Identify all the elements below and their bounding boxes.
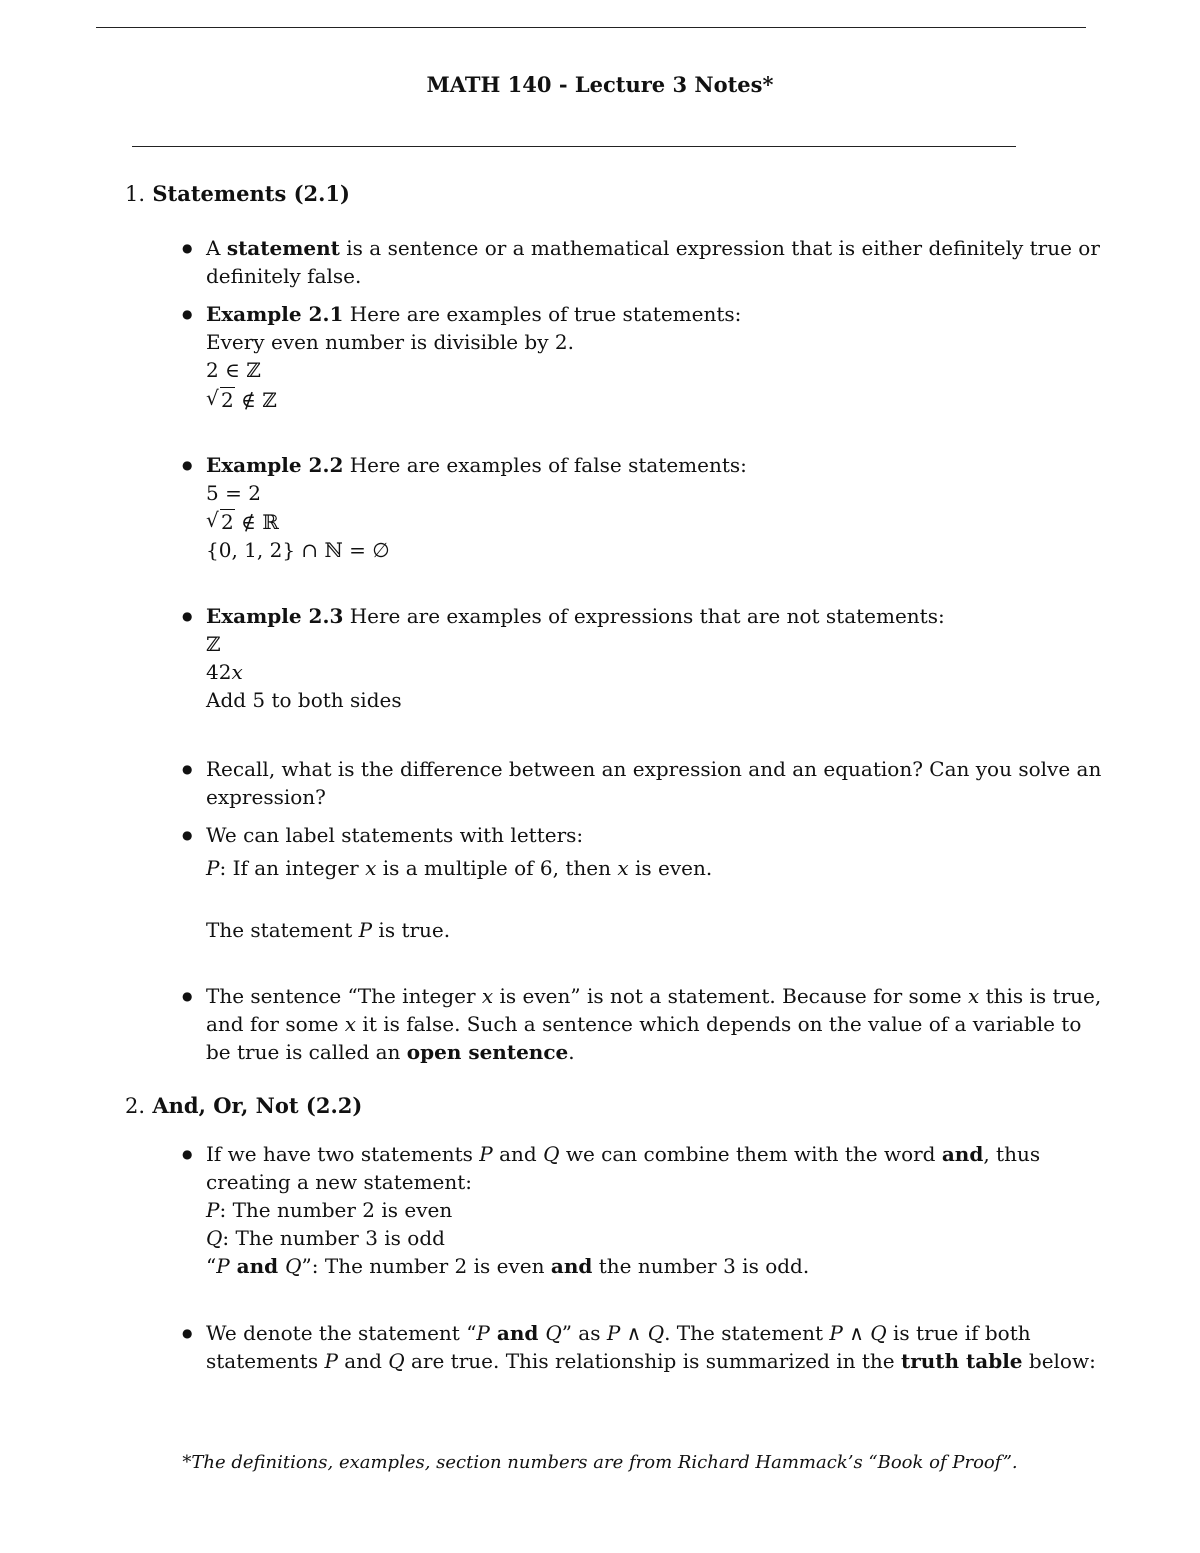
example-2-1 [206, 300, 741, 328]
label-statements: We can label statements with letters: [206, 823, 584, 847]
example-line: 2 ∈ ℤ [206, 358, 261, 382]
statement-p-true [206, 916, 450, 944]
variable: Q [543, 1142, 560, 1166]
statement-p [206, 1196, 452, 1224]
text: ∉ ℤ [234, 388, 277, 412]
text: be true is called an [206, 1040, 407, 1064]
variable: x [481, 984, 494, 1008]
bullet-icon: ● [182, 241, 193, 255]
radicand: 2 [221, 510, 234, 534]
example-2-2 [206, 451, 747, 479]
text: A [206, 236, 227, 260]
conjunction-line2 [206, 1347, 1096, 1375]
variable: P [358, 918, 373, 942]
text: is even” is not a statement. Because for some [493, 984, 968, 1008]
text: and [337, 1349, 389, 1373]
bullet-icon: ● [182, 989, 193, 1003]
text: We denote the statement “ [206, 1321, 477, 1345]
variable: x [365, 856, 377, 880]
variable: Q [545, 1321, 562, 1345]
variable: P [206, 856, 220, 880]
statement-definition-line2: definitely false. [206, 264, 362, 288]
text: The sentence “The integer [206, 984, 482, 1008]
variable: x [231, 660, 243, 684]
term-statement: statement [226, 236, 340, 260]
variable: P [606, 1321, 621, 1345]
term-and: and [489, 1321, 546, 1345]
variable: Q [285, 1254, 302, 1278]
bullet-icon: ● [182, 307, 193, 321]
text: If we have two statements [206, 1142, 480, 1166]
section-title: Statements (2.1) [152, 181, 350, 206]
variable: P [479, 1142, 493, 1166]
conjunction-line1 [206, 1319, 1031, 1347]
text: is true if both [886, 1321, 1031, 1345]
text: this is true, [979, 984, 1102, 1008]
wedge-symbol: ∧ [620, 1321, 648, 1345]
variable: x [617, 856, 629, 880]
text: we can combine them with the word [559, 1142, 942, 1166]
text: ∉ ℝ [234, 510, 279, 534]
example-label: Example 2.1 [206, 302, 344, 326]
text: . The statement [664, 1321, 830, 1345]
section-1-heading [125, 180, 350, 208]
text: Here are examples of false statements: [343, 453, 747, 477]
radicand: 2 [221, 388, 234, 412]
example-line: {0, 1, 2} ∩ ℕ = ∅ [206, 538, 390, 562]
section-2-heading [125, 1092, 362, 1120]
statement-p [206, 854, 712, 882]
text: 42 [206, 660, 232, 684]
statement-q [206, 1224, 445, 1252]
sqrt-symbol [206, 386, 235, 414]
text: Here are examples of expressions that are not statements: [343, 604, 945, 628]
bullet-icon: ● [182, 762, 193, 776]
text: below: [1022, 1349, 1096, 1373]
text: it is false. Such a sentence which depends on the value of a variable to [356, 1012, 1082, 1036]
section-title: And, Or, Not (2.2) [152, 1093, 363, 1118]
page-title: MATH 140 - Lecture 3 Notes* [426, 72, 774, 97]
variable: Q [870, 1321, 887, 1345]
text: is even. [628, 856, 713, 880]
variable: P [216, 1254, 230, 1278]
variable: P [206, 1198, 220, 1222]
text: is a sentence or a mathematical expression that is either definitely true or [339, 236, 1100, 260]
term-truth-table: truth table [900, 1349, 1023, 1373]
text: statements [206, 1349, 325, 1373]
text: : If an integer [219, 856, 366, 880]
example-label: Example 2.2 [206, 453, 344, 477]
variable: x [967, 984, 980, 1008]
variable: x [344, 1012, 357, 1036]
and-intro-line2: creating a new statement: [206, 1170, 473, 1194]
top-rule [96, 27, 1086, 28]
section-number: 2. [125, 1094, 146, 1118]
term-and: and [941, 1142, 984, 1166]
text: “ [206, 1254, 217, 1278]
statement-p-and-q [206, 1252, 809, 1280]
bullet-icon: ● [182, 458, 193, 472]
open-sentence-line2 [206, 1010, 1081, 1038]
example-line: 5 = 2 [206, 481, 261, 505]
bullet-icon: ● [182, 1147, 193, 1161]
text: Here are examples of true statements: [343, 302, 742, 326]
recall-question-line2: expression? [206, 785, 326, 809]
example-line: Every even number is divisible by 2. [206, 330, 574, 354]
text: and for some [206, 1012, 345, 1036]
text: . [568, 1040, 575, 1064]
text: the number 3 is odd. [592, 1254, 810, 1278]
variable: Q [206, 1226, 223, 1250]
bullet-icon: ● [182, 828, 193, 842]
and-intro-line1 [206, 1140, 1040, 1168]
variable: Q [647, 1321, 665, 1345]
example-line [206, 508, 279, 536]
example-2-3 [206, 602, 945, 630]
title-rule [132, 146, 1016, 147]
text: is a multiple of 6, then [376, 856, 618, 880]
text: are true. This relationship is summarized in the [404, 1349, 901, 1373]
text: : The number 2 is even [219, 1198, 453, 1222]
recall-question: Recall, what is the difference between an expression and an equation? Can you solve an [206, 757, 1102, 781]
statement-definition [206, 234, 1100, 262]
variable: P [324, 1349, 338, 1373]
variable: P [829, 1321, 843, 1345]
example-label: Example 2.3 [206, 604, 344, 628]
term-open-sentence: open sentence [406, 1040, 569, 1064]
text: : The number 3 is odd [222, 1226, 445, 1250]
bullet-icon: ● [182, 1326, 193, 1340]
sqrt-symbol [206, 508, 235, 536]
wedge-symbol: ∧ [842, 1321, 871, 1345]
text: is true. [372, 918, 451, 942]
text: ”: The number 2 is even [301, 1254, 551, 1278]
text: , thus [983, 1142, 1041, 1166]
text: The statement [206, 918, 359, 942]
text: and [492, 1142, 544, 1166]
variable: Q [388, 1349, 405, 1373]
open-sentence-line1 [206, 982, 1101, 1010]
bullet-icon: ● [182, 609, 193, 623]
term-and: and [229, 1254, 286, 1278]
open-sentence-line3 [206, 1038, 575, 1066]
example-line: ℤ [206, 632, 221, 656]
section-number: 1. [125, 182, 146, 206]
term-and: and [550, 1254, 593, 1278]
example-line [206, 386, 277, 414]
footnote: *The definitions, examples, section numbers are from Richard Hammack’s “Book of Proof”. [182, 1452, 1018, 1473]
example-line: Add 5 to both sides [206, 688, 402, 712]
variable: P [476, 1321, 490, 1345]
example-line [206, 658, 243, 686]
text: ” as [561, 1321, 607, 1345]
